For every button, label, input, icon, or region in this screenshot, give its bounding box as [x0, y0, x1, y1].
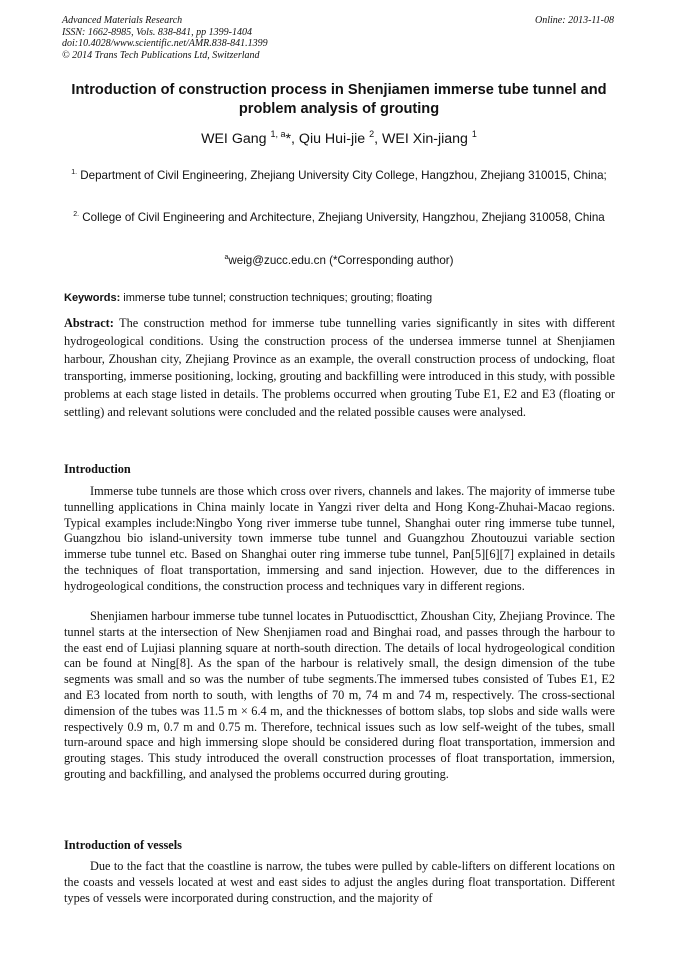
online-date: Online: 2013-11-08 [535, 15, 614, 26]
paper-title: Introduction of construction process in Shenjiamen immerse tube tunnel and problem analysis of grouting [71, 82, 607, 117]
affiliation-mark: 2. [73, 211, 80, 218]
keywords-label: Keywords: [64, 292, 121, 304]
affiliation-2 [62, 208, 616, 228]
abstract-label: Abstract: [64, 316, 114, 330]
intro-paragraph-1: Immerse tube tunnels are those which cross over rivers, channels and lakes. The majority of immerse tube tunnelling applications in China mainly locate in Yangzi river delta and Hong Kong-Zhuhai-Macao regions. Typical examples include:Ningbo Yong river immerse tube tunnel, Shanghai outer ring immerse tube tunnel, Guangzhou bio island-university town immerse tube tunnel and Guangzhou Zhoutouzui variable section immerse tube tunnel etc. Based on Shanghai outer ring immerse tube tunnel, Pan[5][6][7] explained in details the techniques of float transportation, immersing and sand injection. However, due to the differences in hydrogeological conditions, the construction process and techniques vary in different regions. [64, 484, 615, 593]
author-affil-mark: 1 [471, 129, 477, 139]
abstract [64, 315, 615, 422]
author-separator: *, [285, 131, 299, 147]
author-separator: , [374, 131, 382, 147]
email-text: weig@zucc.edu.cn (*Corresponding author) [228, 254, 454, 267]
affiliation-mark: 1. [71, 169, 78, 176]
keywords-text: immerse tube tunnel; construction techniques; grouting; floating [120, 292, 433, 304]
affiliation-1 [62, 166, 616, 186]
corresponding-email [62, 253, 616, 269]
journal-doi: doi:10.4028/www.scientific.net/AMR.838-841.1399 [62, 38, 268, 49]
section-heading-vessels: Introduction of vessels [64, 838, 182, 852]
journal-copyright: © 2014 Trans Tech Publications Ltd, Switzerland [62, 49, 260, 61]
author-name: Qiu Hui-jie [298, 131, 366, 147]
journal-name: Advanced Materials Research [62, 15, 183, 26]
journal-info [62, 15, 268, 61]
author-affil-mark: 2 [369, 129, 375, 139]
affiliation-text: College of Civil Engineering and Architecture, Zhejiang University, Hangzhou, Zhejiang 310058, China [79, 211, 605, 224]
email-mark: a [224, 254, 229, 261]
affiliation-text: Department of Civil Engineering, Zhejiang University City College, Hangzhou, Zhejiang 310015, China; [77, 169, 607, 182]
abstract-text: The construction method for immerse tube tunnelling varies significantly in sites with different hydrogeological conditions. Using the construction process of the undersea immerse tunnel at Shenjiamen harbour, Zhoushan city, Zhejiang Province as an example, the overall construction process of undocking, float transporting, immerse positioning, locking, grouting and backfilling were introduced in this study, with possible problems at each stage listed in details. The problems occurred when grouting Tube E1, E2 and E3 (floating or settling) and relevant solutions were concluded and the related possible causes were analysed. [64, 316, 615, 419]
author-name: WEI Gang [201, 131, 267, 147]
author-list [62, 130, 616, 148]
keywords [64, 291, 616, 305]
intro-paragraph-2: Shenjiamen harbour immerse tube tunnel locates in Putuodiscttict, Zhoushan City, Zhejiang Province. The tunnel starts at the intersection of New Shenjiamen road and Binghai road, and passes through the harbour to the east end of Lujiasi planning square at north-south direction. The details of local hydrogeological condition can be found at Ning[8]. As the span of the harbour is relatively small, the design dimension of the tube segments was small and so was the number of tube segments.The immersed tubes consisted of Tubes E1, E2 and E3 located from north to south, with lengths of 70 m, 74 m and 74 m, respectively. The cross-sectional dimension of the tubes was 11.5 m × 6.4 m, and the thicknesses of bottom slabs, top slobs and side walls were respectively 0.9 m, 0.7 m and 0.75 m. Therefore, technical issues such as low self-weight of the tubes, small turn-around space and high immersing slope should be considered during float transportation, immersion and grouting stages. This study introduced the overall construction processes of float transportation, immersion, grouting and backfilling, and analysed the problems occurred during grouting. [64, 609, 615, 781]
section-heading-introduction: Introduction [64, 462, 131, 476]
author-affil-mark: 1, a [270, 129, 286, 139]
author-name: WEI Xin-jiang [382, 131, 468, 147]
journal-issn: ISSN: 1662-8985, Vols. 838-841, pp 1399-1404 [62, 26, 252, 38]
vessels-paragraph-1: Due to the fact that the coastline is narrow, the tubes were pulled by cable-lifters on different locations on the coasts and vessels located at west and east sides to adjust the angles during float transportation. Different types of vessels were incorporated during construction, and the majority of [64, 859, 615, 905]
